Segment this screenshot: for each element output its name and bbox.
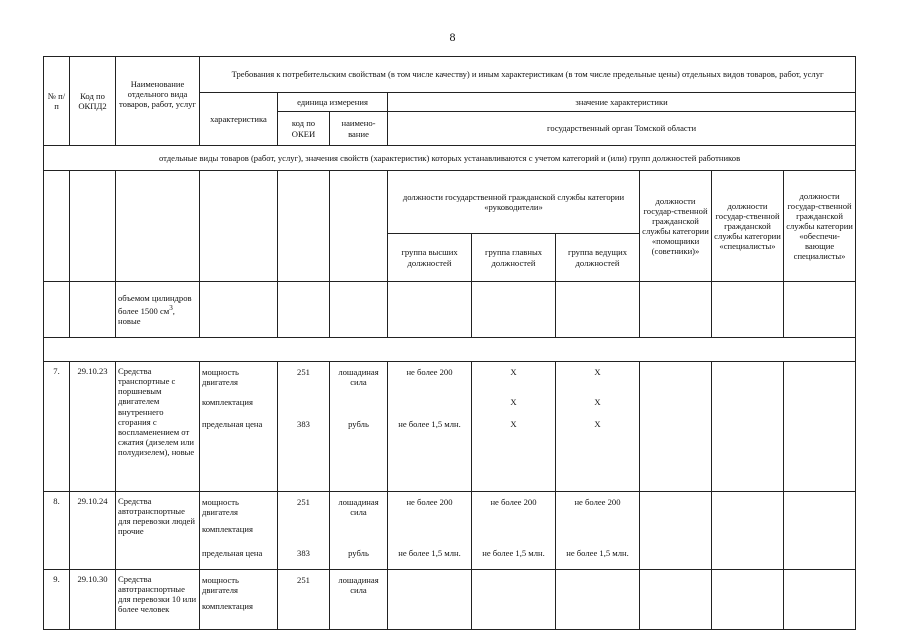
line-unit	[332, 524, 385, 548]
page-number: 8	[449, 30, 456, 44]
line-high	[390, 397, 469, 419]
header-group-lead: группа ведущих должностей	[556, 234, 640, 282]
row-code: 29.10.23	[70, 362, 116, 492]
header-group-high: группа высших должностей	[388, 234, 472, 282]
table-row	[44, 570, 856, 630]
subheader-blank-4	[200, 171, 278, 282]
cont-blank-9	[556, 282, 640, 338]
row-group-main	[472, 362, 556, 492]
header-col-okpd: Код по ОКПД2	[70, 57, 116, 146]
line-code	[280, 601, 327, 621]
row-group-high	[388, 570, 472, 630]
line-lead	[558, 601, 637, 621]
header-col-num: № п/п	[44, 57, 70, 146]
line-unit	[332, 397, 385, 419]
line-unit	[332, 601, 385, 621]
cont-blank-12	[784, 282, 856, 338]
row-group-high	[388, 362, 472, 492]
cont-blank-11	[712, 282, 784, 338]
line-main	[474, 601, 553, 621]
row-name: Средства транспортные с поршневым двигателем внутреннего сгорания с воспламенением от сжатия (дизелем или полудизелем), новые	[116, 362, 200, 492]
header-value: значение характеристики	[388, 93, 856, 112]
row-group-lead	[556, 492, 640, 570]
header-support: должности государ-ственной гражданской службы категории «обеспечи-вающие специалисты»	[784, 171, 856, 282]
subheader-blank-2	[70, 171, 116, 282]
header-category-row: отдельные виды товаров (работ, услуг), значения свойств (характеристик) которых устанавливаются с учетом категорий и (или) групп должностей работников	[44, 146, 856, 171]
cont-blank-6	[330, 282, 388, 338]
header-helpers: должности государ-ственной гражданской службы категории «помощники (советники)»	[640, 171, 712, 282]
cont-blank-num	[44, 282, 70, 338]
header-characteristic: характеристика	[200, 93, 278, 146]
line-high	[390, 524, 469, 548]
cont-blank-10	[640, 282, 712, 338]
line-code: 383	[297, 419, 310, 429]
header-unit-code: код по ОКЕИ	[278, 112, 330, 146]
line-high	[390, 571, 469, 601]
continuation-name: объемом цилиндров более 1500 $см^3$, новые	[116, 282, 200, 338]
row-code: 29.10.24	[70, 492, 116, 570]
header-leaders: должности государственной гражданской службы категории «руководители»	[388, 171, 640, 234]
header-col-name: Наименование отдельного вида товаров, работ, услуг	[116, 57, 200, 146]
line-lead: X	[594, 367, 601, 377]
subheader-blank-1	[44, 171, 70, 282]
row-num: 8.	[44, 492, 70, 570]
line-main	[474, 524, 553, 548]
line-high: не более 200	[406, 497, 453, 507]
subheader-blank-6	[330, 171, 388, 282]
row-unit-names	[330, 492, 388, 570]
header-unit: единица измерения	[278, 93, 388, 112]
table-row	[44, 362, 856, 492]
row-unit-codes	[278, 492, 330, 570]
line-main: X	[510, 419, 517, 429]
row-specialists	[712, 570, 784, 630]
row-unit-codes	[278, 362, 330, 492]
line-code	[280, 397, 327, 419]
row-num: 7.	[44, 362, 70, 492]
line-high: не более 1,5 млн.	[398, 419, 461, 429]
line-high: не более 200	[406, 367, 453, 377]
row-group-lead	[556, 570, 640, 630]
row-helpers	[640, 570, 712, 630]
header-group-main: группа главных должностей	[472, 234, 556, 282]
row-helpers	[640, 362, 712, 492]
line-unit: лошадиная сила	[338, 367, 379, 388]
row-name: Средства автотранспортные для перевозки 10 или более человек	[116, 570, 200, 630]
row-support	[784, 570, 856, 630]
line-unit: рубль	[348, 419, 369, 429]
line-char: комплектация	[202, 397, 253, 407]
line-lead: X	[594, 419, 601, 429]
row-unit-names	[330, 362, 388, 492]
row-specialists	[712, 492, 784, 570]
line-main: не более 200	[490, 497, 537, 507]
row-num: 9.	[44, 570, 70, 630]
cont-blank-4	[200, 282, 278, 338]
line-char: мощность двигателя	[202, 367, 239, 388]
spacer-row	[44, 338, 856, 362]
row-name: Средства автотранспортные для перевозки людей прочие	[116, 492, 200, 570]
row-support	[784, 492, 856, 570]
row-characteristics	[200, 570, 278, 630]
cont-blank-8	[472, 282, 556, 338]
line-lead: не более 1,5 млн.	[566, 548, 629, 558]
line-lead: не более 200	[574, 497, 621, 507]
row-helpers	[640, 492, 712, 570]
cont-blank-5	[278, 282, 330, 338]
line-lead	[558, 571, 637, 601]
line-code: 383	[297, 548, 310, 558]
row-support	[784, 362, 856, 492]
row-characteristics	[200, 492, 278, 570]
line-main	[474, 571, 553, 601]
line-code: 251	[297, 497, 310, 507]
row-group-main	[472, 492, 556, 570]
line-main: X	[510, 367, 517, 377]
header-requirements: Требования к потребительским свойствам (в том числе качеству) и иным характеристикам (в том числе предельные цены) отдельных видов товаров, работ, услуг	[200, 57, 856, 93]
row-group-lead	[556, 362, 640, 492]
row-specialists	[712, 362, 784, 492]
row-group-high	[388, 492, 472, 570]
cont-blank-code	[70, 282, 116, 338]
line-char: мощность двигателя	[202, 575, 239, 596]
line-char: предельная цена	[202, 548, 263, 558]
line-lead	[558, 524, 637, 548]
cont-blank-7	[388, 282, 472, 338]
line-high: не более 1,5 млн.	[398, 548, 461, 558]
header-unit-name: наимено-вание	[330, 112, 388, 146]
line-char: мощность двигателя	[202, 497, 239, 518]
row-unit-names	[330, 570, 388, 630]
requirements-table	[43, 56, 856, 630]
line-unit: лошадиная сила	[338, 575, 379, 596]
table-row	[44, 492, 856, 570]
header-organ: государственный орган Томской области	[388, 112, 856, 146]
line-unit: рубль	[348, 548, 369, 558]
header-specialists: должности государ-ственной гражданской службы категории «специалисты»	[712, 171, 784, 282]
row-unit-codes	[278, 570, 330, 630]
line-code: 251	[297, 575, 310, 585]
line-code	[280, 524, 327, 548]
line-char: комплектация	[202, 601, 253, 611]
line-main: X	[510, 397, 517, 407]
line-main: не более 1,5 млн.	[482, 548, 545, 558]
line-code: 251	[297, 367, 310, 377]
row-group-main	[472, 570, 556, 630]
row-code: 29.10.30	[70, 570, 116, 630]
subheader-blank-3	[116, 171, 200, 282]
line-char: комплектация	[202, 524, 253, 534]
row-characteristics	[200, 362, 278, 492]
line-high	[390, 601, 469, 621]
line-unit: лошадиная сила	[338, 497, 379, 518]
line-char: предельная цена	[202, 419, 263, 429]
subheader-blank-5	[278, 171, 330, 282]
line-lead: X	[594, 397, 601, 407]
